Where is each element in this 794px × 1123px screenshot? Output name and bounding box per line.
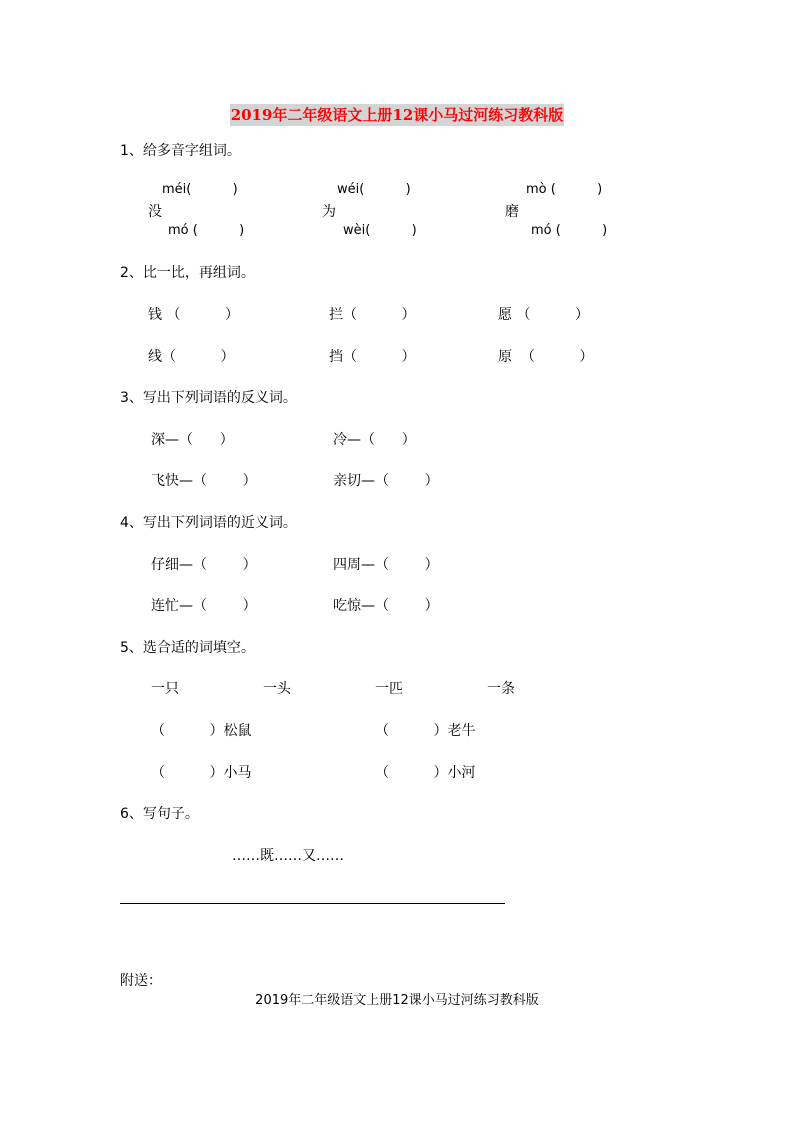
compare-item: 钱 （ ） [148,307,239,323]
synonym-item: 吃惊—（ ） [333,598,439,614]
fill-blank-item: （ ）松鼠 [151,723,252,739]
pinyin-mo-2: mó ( ) [168,223,245,238]
compare-item: 愿 （ ） [498,307,589,323]
page-title [0,108,794,123]
fill-blank-item: （ ）老牛 [375,723,476,739]
compare-item: 挡（ ） [329,349,416,365]
synonym-item: 连忙—（ ） [151,598,257,614]
fill-blank-item: （ ）小河 [375,765,476,781]
char-mei: 没 [148,204,162,220]
synonym-item: 四周—（ ） [333,557,439,573]
fill-blank-item: （ ）小马 [151,765,252,781]
question-2-heading: 2、比一比，再组词。 [120,265,255,281]
word-option: 一匹 [375,681,403,697]
appendix-title: 2019年二年级语文上册12课小马过河练习教科版 [255,993,539,1008]
question-4-heading: 4、写出下列词语的近义词。 [120,515,297,531]
pinyin-mei: méi( ) [162,182,238,197]
pinyin-wei-2: wéi( ) [337,182,411,197]
antonym-item: 亲切—（ ） [333,473,439,489]
question-6-heading: 6、写句子。 [120,806,199,822]
compare-item: 线（ ） [148,349,235,365]
page-title-text: 2019年二年级语文上册12课小马过河练习教科版 [230,106,564,124]
char-wei: 为 [322,204,336,220]
compare-item: 拦（ ） [329,307,416,323]
question-3-heading: 3、写出下列词语的反义词。 [120,390,297,406]
appendix-label: 附送： [120,973,162,989]
word-option: 一条 [487,681,515,697]
pinyin-wei-4: wèi( ) [343,223,417,238]
word-option: 一只 [151,681,179,697]
antonym-item: 飞快—（ ） [151,473,257,489]
compare-item: 原 （ ） [498,349,594,365]
synonym-item: 仔细—（ ） [151,557,257,573]
antonym-item: 冷—（ ） [333,432,416,448]
question-5-heading: 5、选合适的词填空。 [120,640,255,656]
pinyin-mo-4: mò ( ) [526,182,603,197]
answer-line [120,903,505,904]
word-option: 一头 [263,681,291,697]
char-mo: 磨 [505,204,519,220]
sentence-pattern: ……既……又…… [232,848,344,864]
pinyin-mo-2b: mó ( ) [531,223,608,238]
question-1-heading: 1、给多音字组词。 [120,143,241,159]
antonym-item: 深—（ ） [151,432,234,448]
